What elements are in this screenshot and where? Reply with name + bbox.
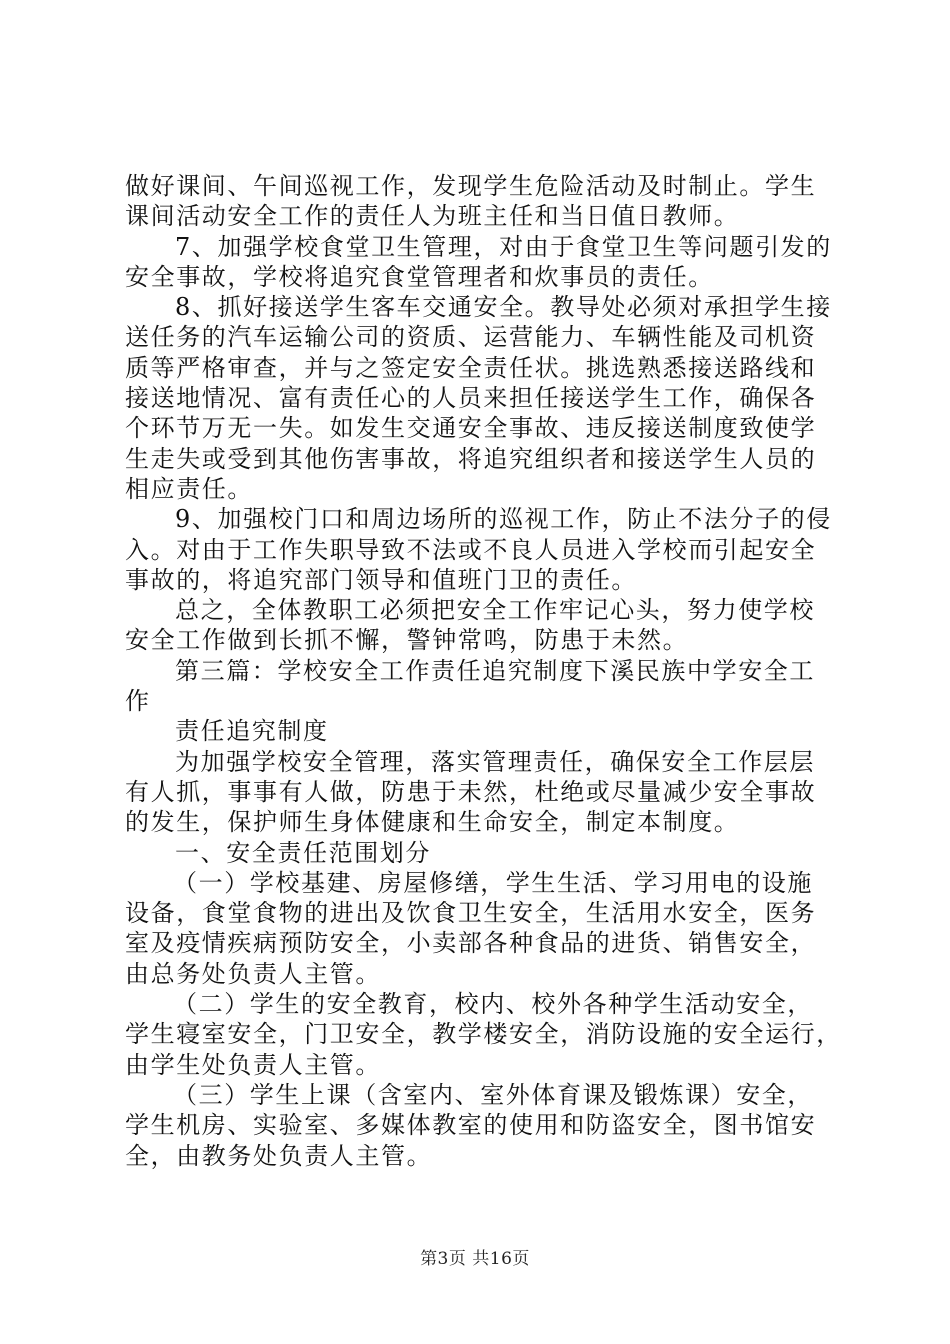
text-line: 9、加强校门口和周边场所的巡视工作，防止不法分子的侵 xyxy=(175,505,832,534)
document-body xyxy=(125,171,842,1171)
text-line: （一）学校基建、房屋修缮，学生生活、学习用电的设施 xyxy=(173,868,813,897)
text-line: 为加强学校安全管理，落实管理责任，确保安全工作层层 xyxy=(175,747,815,776)
text-line: 由学生处负责人主管。 xyxy=(125,1050,381,1079)
text-line: 生走失或受到其他伤害事故，将追究组织者和接送学生人员的 xyxy=(125,444,817,473)
text-line: 相应责任。 xyxy=(125,474,253,503)
text-line: 事故的，将追究部门领导和值班门卫的责任。 xyxy=(125,565,637,594)
text-line: 安全事故，学校将追究食堂管理者和炊事员的责任。 xyxy=(125,262,714,291)
text-line: 课间活动安全工作的责任人为班主任和当日值日教师。 xyxy=(125,202,740,231)
text-line: 设备，食堂食物的进出及饮食卫生安全，生活用水安全，医务 xyxy=(125,899,817,928)
text-line: 总之，全体教职工必须把安全工作牢记心头，努力使学校 xyxy=(175,596,815,625)
page-number-footer: 第3页 共16页 xyxy=(420,1249,530,1269)
text-line: 质等严格审查，并与之签定安全责任状。挑选熟悉接送路线和 xyxy=(125,353,817,382)
text-line: 8、抓好接送学生客车交通安全。教导处必须对承担学生接 xyxy=(175,293,832,322)
text-line: 全，由教务处负责人主管。 xyxy=(125,1141,433,1170)
text-line: 接送地情况、富有责任心的人员来担任接送学生工作，确保各 xyxy=(125,384,817,413)
section-heading-line: 第三篇：学校安全工作责任追究制度下溪民族中学安全工 xyxy=(175,656,815,685)
section-heading-line: 责任追究制度 xyxy=(175,717,329,746)
text-line: 入。对由于工作失职导致不法或不良人员进入学校而引起安全 xyxy=(125,535,817,564)
text-line: 安全工作做到长抓不懈，警钟常鸣，防患于未然。 xyxy=(125,626,689,655)
text-line: 做好课间、午间巡视工作，发现学生危险活动及时制止。学生 xyxy=(125,172,817,200)
text-line: （三）学生上课（含室内、室外体育课及锻炼课）安全， xyxy=(173,1080,813,1109)
text-line: 学生寝室安全，门卫安全，教学楼安全，消防设施的安全运行， xyxy=(125,1020,842,1049)
text-line: 室及疫情疾病预防安全，小卖部各种食品的进货、销售安全， xyxy=(125,929,817,958)
text-line: 个环节万无一失。如发生交通安全事故、违反接送制度致使学 xyxy=(125,414,817,443)
text-line: 有人抓，事事有人做，防患于未然，杜绝或尽量减少安全事故 xyxy=(125,777,817,806)
text-line: 的发生，保护师生身体健康和生命安全，制定本制度。 xyxy=(125,808,740,837)
subheading-line: 一、安全责任范围划分 xyxy=(175,838,431,867)
text-line: 学生机房、实验室、多媒体教室的使用和防盗安全，图书馆安 xyxy=(125,1111,817,1140)
text-line: 由总务处负责人主管。 xyxy=(125,959,381,988)
text-line: （二）学生的安全教育，校内、校外各种学生活动安全， xyxy=(173,990,813,1019)
text-line: 送任务的汽车运输公司的资质、运营能力、车辆性能及司机资 xyxy=(125,323,817,352)
text-line: 7、加强学校食堂卫生管理，对由于食堂卫生等问题引发的 xyxy=(175,232,832,261)
section-heading-line: 作 xyxy=(125,687,151,716)
